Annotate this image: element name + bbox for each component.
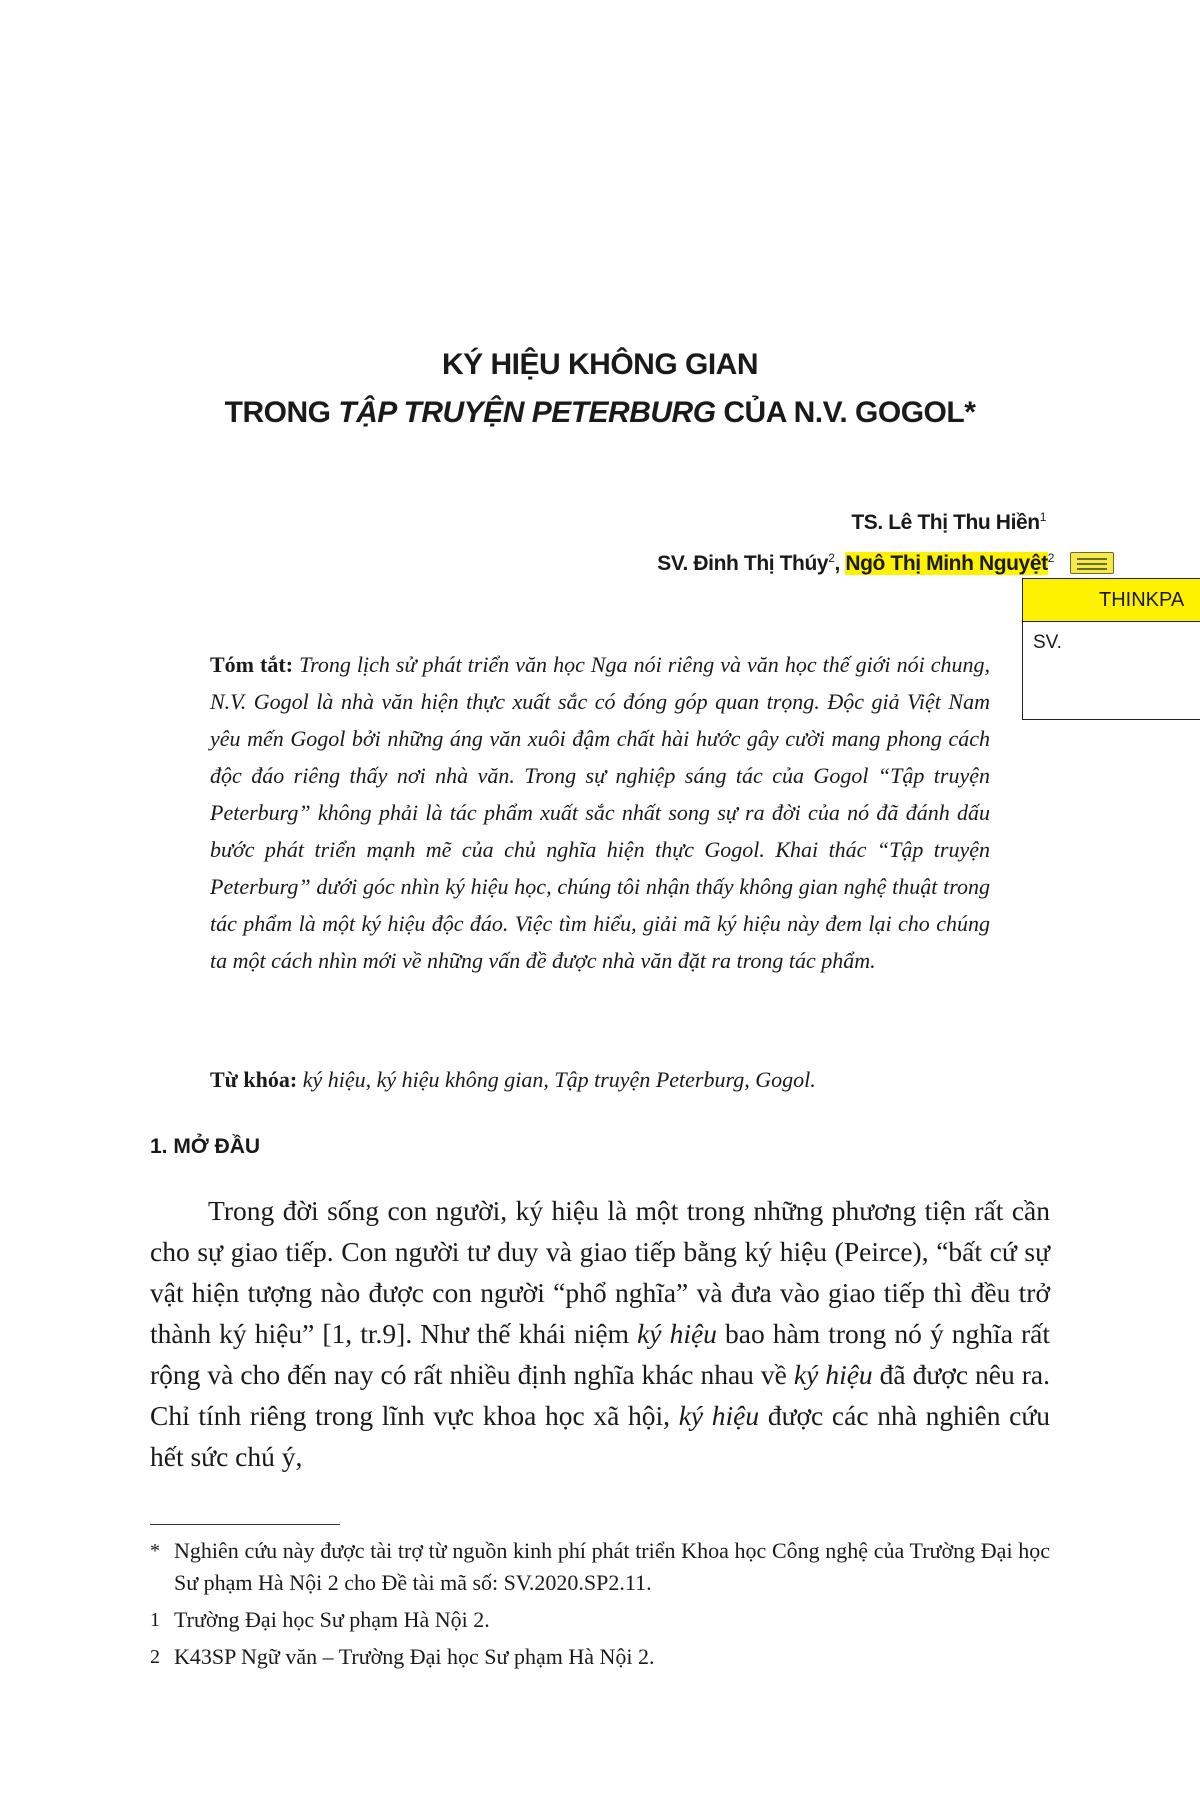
comment-popup[interactable] (1022, 578, 1200, 720)
footnote-item (150, 1641, 1050, 1673)
comment-text[interactable]: SV. (1033, 632, 1062, 653)
footnote-divider (150, 1524, 340, 1525)
keywords-text: ký hiệu, ký hiệu không gian, Tập truyện Peterburg, Gogol. (302, 1067, 816, 1092)
body-text-d: được các nhà nghiên cứu hết sức chú ý, (150, 1400, 1050, 1472)
author-affiliation-mark-3: 2 (1047, 551, 1054, 565)
author-separator: , (834, 552, 846, 575)
author-name-1: TS. Lê Thị Thu Hiền (851, 511, 1040, 534)
footnotes (150, 1535, 1050, 1678)
article-title-line2 (0, 396, 1200, 430)
body-italic-1: ký hiệu (637, 1318, 717, 1349)
footnote-mark: 2 (150, 1646, 160, 1668)
section-heading: 1. MỞ ĐẦU (150, 1135, 261, 1158)
title-line1-text: KÝ HIỆU KHÔNG GIAN (441, 348, 759, 381)
footnote-item (150, 1604, 1050, 1636)
author-affiliation-mark-2: 2 (828, 551, 835, 565)
comment-author-header: THINKPA (1023, 579, 1200, 622)
body-italic-2: ký hiệu (793, 1359, 873, 1390)
body-paragraph (150, 1190, 1050, 1477)
footnote-text: Nghiên cứu này được tài trợ từ nguồn kinh phí phát triển Khoa học Công nghệ của Trường Đại học Sư phạm Hà Nội 2 cho Đề tài mã số: SV.2020.SP2.11. (174, 1538, 1050, 1595)
body-italic-3: ký hiệu (678, 1400, 760, 1431)
footnote-mark: 1 (150, 1609, 160, 1631)
highlighted-author-name[interactable]: Ngô Thị Minh Nguyệt (845, 552, 1048, 575)
footnote-mark: * (150, 1540, 160, 1562)
author-line-1 (851, 510, 1046, 535)
abstract-text: Trong lịch sử phát triển văn học Nga nói riêng và văn học thế giới nói chung, N.V. Gogol là nhà văn hiện thực xuất sắc có đóng góp quan trọng. Độc giả Việt Nam yêu mến Gogol bởi những áng văn xuôi đậm chất hài hước gây cười mang phong cách độc đáo riêng thấy nơi nhà văn. Trong sự nghiệp sáng tác của Gogol “Tập truyện Peterburg” không phải là tác phẩm xuất sắc nhất song sự ra đời của nó đã đánh dấu bước phát triển mạnh mẽ của chủ nghĩa hiện thực Gogol. Khai thác “Tập truyện Peterburg” dưới góc nhìn ký hiệu học, chúng tôi nhận thấy không gian nghệ thuật trong tác phẩm là một ký hiệu độc đáo. Việc tìm hiểu, giải mã ký hiệu này đem lại cho chúng ta một cách nhìn mới về những vấn đề được nhà văn đặt ra trong tác phẩm. (210, 652, 991, 973)
footnote-item (150, 1535, 1050, 1599)
author-affiliation-mark-1: 1 (1039, 510, 1046, 524)
author-line-2 (657, 551, 1054, 576)
footnote-text: K43SP Ngữ văn – Trường Đại học Sư phạm Hà Nội 2. (174, 1644, 655, 1669)
title-line2-italic: TẬP TRUYỆN PETERBURG (338, 396, 716, 429)
author-name-2: SV. Đinh Thị Thúy (657, 552, 829, 575)
abstract-label: Tóm tắt: (210, 652, 294, 677)
body-text-b: bao hàm trong nó ý nghĩa rất rộng và cho đến nay có rất nhiều định nghĩa khác nhau về (150, 1318, 1050, 1390)
article-title-line1 (0, 348, 1200, 382)
keywords (210, 1061, 990, 1098)
abstract (210, 646, 990, 979)
body-text-c: đã được nêu ra. Chỉ tính riêng trong lĩnh vực khoa học xã hội, (150, 1359, 1050, 1431)
body-text-a: Trong đời sống con người, ký hiệu là một trong những phương tiện rất cần cho sự giao tiếp. Con người tư duy và giao tiếp bằng ký hiệu (Peirce), “bất cứ sự vật hiện tượng nào được con người “phổ nghĩa” và đưa vào giao tiếp thì đều trở thành ký hiệu” [1, tr.9]. Như thế khái niệm (150, 1195, 1050, 1349)
title-line2-suffix: CỦA N.V. GOGOL* (715, 396, 976, 429)
keywords-label: Từ khóa: (210, 1067, 298, 1092)
title-line2-prefix: TRONG (224, 396, 339, 429)
comment-note-icon[interactable] (1070, 552, 1114, 574)
footnote-text: Trường Đại học Sư phạm Hà Nội 2. (174, 1607, 490, 1632)
